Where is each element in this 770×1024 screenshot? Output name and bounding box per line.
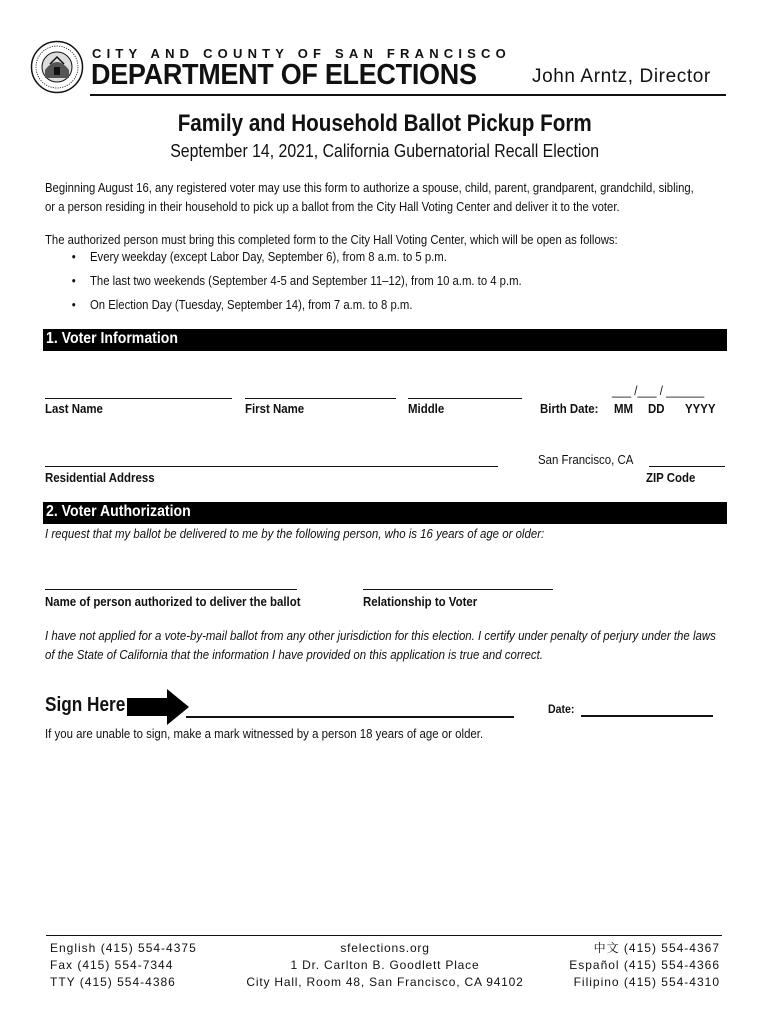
relationship-field[interactable]	[363, 589, 553, 590]
sign-note: If you are unable to sign, make a mark witnessed by a person 18 years of age or older.	[45, 726, 484, 741]
sign-here-label: Sign Here	[45, 694, 126, 716]
form-title: Family and Household Ballot Pickup Form	[177, 110, 593, 137]
section2-heading: 2. Voter Authorization	[46, 503, 191, 520]
middle-name-field[interactable]	[408, 398, 522, 399]
signature-field[interactable]	[186, 716, 514, 718]
middle-name-label: Middle	[408, 401, 445, 416]
section2-heading-bar	[43, 502, 727, 524]
last-name-label: Last Name	[45, 401, 103, 416]
address-line1: 1 Dr. Carlton B. Goodlett Place	[290, 958, 480, 972]
certification-statement: I have not applied for a vote-by-mail ballot from any other jurisdiction for this election. I certify under penalty of perjury under the laws of the State of California that the information I have provided on this application is true and correct.	[45, 628, 716, 662]
authorization-request: I request that my ballot be delivered to me by the following person, who is 16 years of age or older:	[45, 526, 545, 541]
hours-intro: The authorized person must bring this completed form to the City Hall Voting Center, which will be open as follows:	[45, 232, 618, 247]
residential-address-label: Residential Address	[45, 470, 155, 485]
section1-heading: 1. Voter Information	[46, 330, 178, 347]
city-state-text: San Francisco, CA	[538, 452, 634, 467]
first-name-label: First Name	[245, 401, 305, 416]
phone-chinese: 中文 (415) 554-4367	[593, 941, 720, 955]
footer-rule	[46, 935, 722, 936]
intro-paragraph: Beginning August 16, any registered voter may use this form to authorize a spouse, child, parent, grandparent, grandchild, sibling, or a person residing in their household to pick up a ballot from the City Hall Voting Center and deliver it to the voter.	[45, 180, 694, 214]
authorized-person-field[interactable]	[45, 589, 297, 590]
header-rule	[90, 94, 726, 96]
zip-code-label: ZIP Code	[646, 470, 696, 485]
month-label: MM	[614, 401, 634, 416]
birth-date-blanks[interactable]: ___ /___ / ______	[612, 383, 705, 398]
phone-fax: Fax (415) 554-7344	[50, 958, 174, 972]
first-name-field[interactable]	[245, 398, 396, 399]
zip-code-field[interactable]	[649, 466, 725, 467]
right-arrow-icon	[127, 689, 189, 725]
footer-right	[540, 940, 720, 991]
phone-tty: TTY (415) 554-4386	[50, 975, 176, 989]
hours-item: • On Election Day (Tuesday, September 14), from 7 a.m. to 8 p.m.	[90, 297, 412, 312]
authorized-person-label: Name of person authorized to deliver the ballot	[45, 594, 301, 609]
section1-heading-bar	[43, 329, 727, 351]
form-subtitle: September 14, 2021, California Gubernatorial Recall Election	[170, 141, 600, 161]
footer-center	[230, 940, 540, 991]
residential-address-field[interactable]	[45, 466, 498, 467]
day-label: DD	[648, 401, 665, 416]
director-name: John Arntz, Director	[532, 66, 711, 87]
phone-spanish: Español (415) 554-4366	[569, 958, 720, 972]
year-label: YYYY	[685, 401, 716, 416]
footer-left	[50, 940, 197, 991]
website-link[interactable]: sfelections.org	[340, 941, 430, 955]
address-line2: City Hall, Room 48, San Francisco, CA 94102	[246, 975, 524, 989]
phone-english: English (415) 554-4375	[50, 941, 197, 955]
birth-date-label: Birth Date:	[540, 401, 599, 416]
hours-item: • Every weekday (except Labor Day, September 6), from 8 a.m. to 5 p.m.	[90, 249, 447, 264]
department-heading: DEPARTMENT OF ELECTIONS	[91, 59, 477, 91]
signature-date-field[interactable]	[581, 715, 713, 717]
city-county-heading: CITY AND COUNTY OF SAN FRANCISCO	[92, 46, 511, 61]
city-seal-icon	[30, 40, 84, 94]
date-label: Date:	[548, 702, 575, 716]
phone-filipino: Filipino (415) 554-4310	[573, 975, 720, 989]
hours-item: • The last two weekends (September 4-5 and September 11–12), from 10 a.m. to 4 p.m.	[90, 273, 522, 288]
relationship-label: Relationship to Voter	[363, 594, 478, 609]
last-name-field[interactable]	[45, 398, 232, 399]
